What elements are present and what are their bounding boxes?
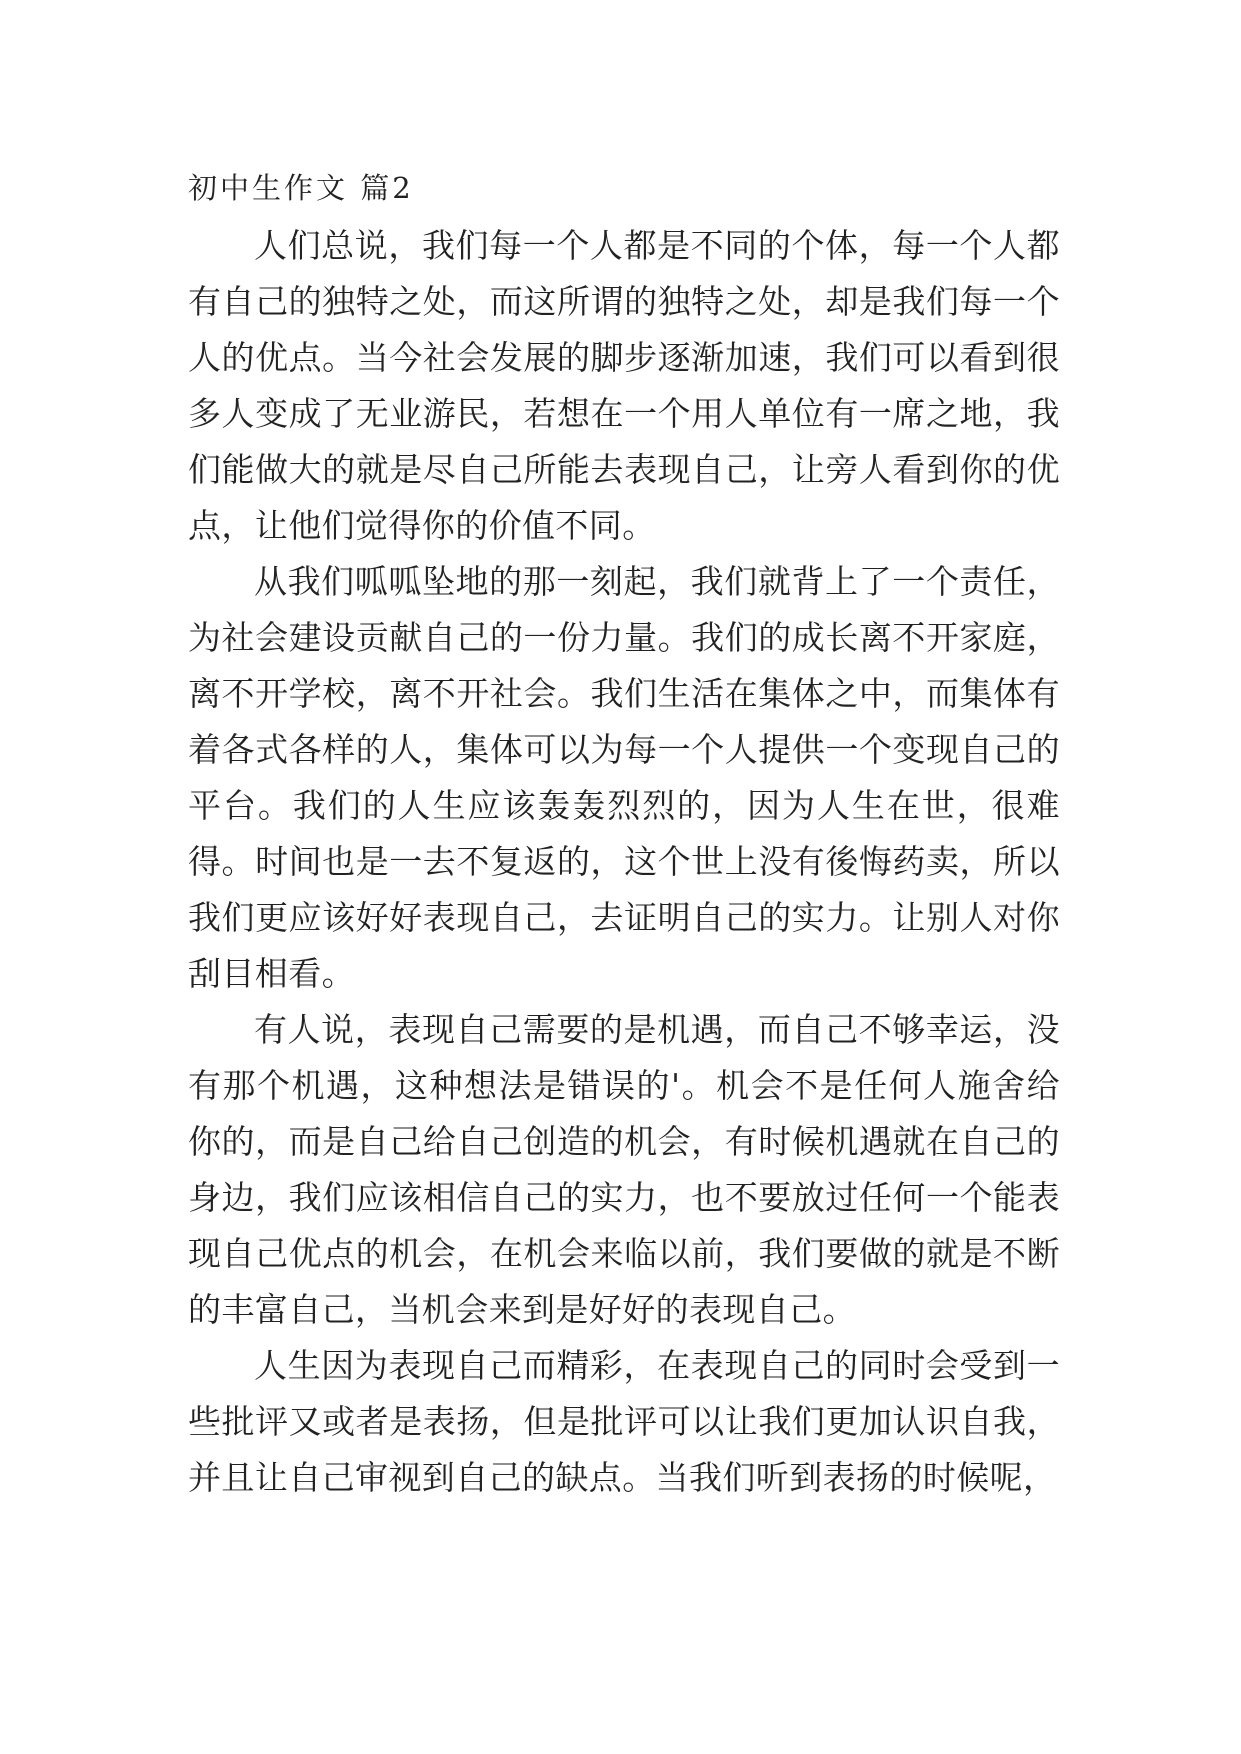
paragraph-1: 人们总说，我们每一个人都是不同的个体，每一个人都有自己的独特之处，而这所谓的独特之处，却是我们每一个人的优点。当今社会发展的脚步逐渐加速，我们可以看到很多人变成了无业游民，若想在一个用人单位有一席之地，我们能做大的就是尽自己所能去表现自己，让旁人看到你的优点，让他们觉得你的价值不同。 <box>188 226 1060 545</box>
essay-heading: 初中生作文 篇2 <box>188 171 414 205</box>
document-body <box>188 160 1060 1506</box>
paragraph-4: 人生因为表现自己而精彩，在表现自己的同时会受到一些批评又或者是表扬，但是批评可以让我们更加认识自我，并且让自己审视到自己的缺点。当我们听到表扬的时候呢， <box>188 1346 1060 1497</box>
paragraph-3: 有人说，表现自己需要的是机遇，而自己不够幸运，没有那个机遇，这种想法是错误的'。机会不是任何人施舍给你的，而是自己给自己创造的机会，有时候机遇就在自己的身边，我们应该相信自己的实力，也不要放过任何一个能表现自己优点的机会，在机会来临以前，我们要做的就是不断的丰富自己，当机会来到是好好的表现自己。 <box>188 1010 1060 1329</box>
paragraph-2: 从我们呱呱坠地的那一刻起，我们就背上了一个责任，为社会建设贡献自己的一份力量。我们的成长离不开家庭，离不开学校，离不开社会。我们生活在集体之中，而集体有着各式各样的人，集体可以为每一个人提供一个变现自己的平台。我们的人生应该轰轰烈烈的，因为人生在世，很难得。时间也是一去不复返的，这个世上没有後悔药卖，所以我们更应该好好表现自己，去证明自己的实力。让别人对你刮目相看。 <box>188 562 1060 993</box>
